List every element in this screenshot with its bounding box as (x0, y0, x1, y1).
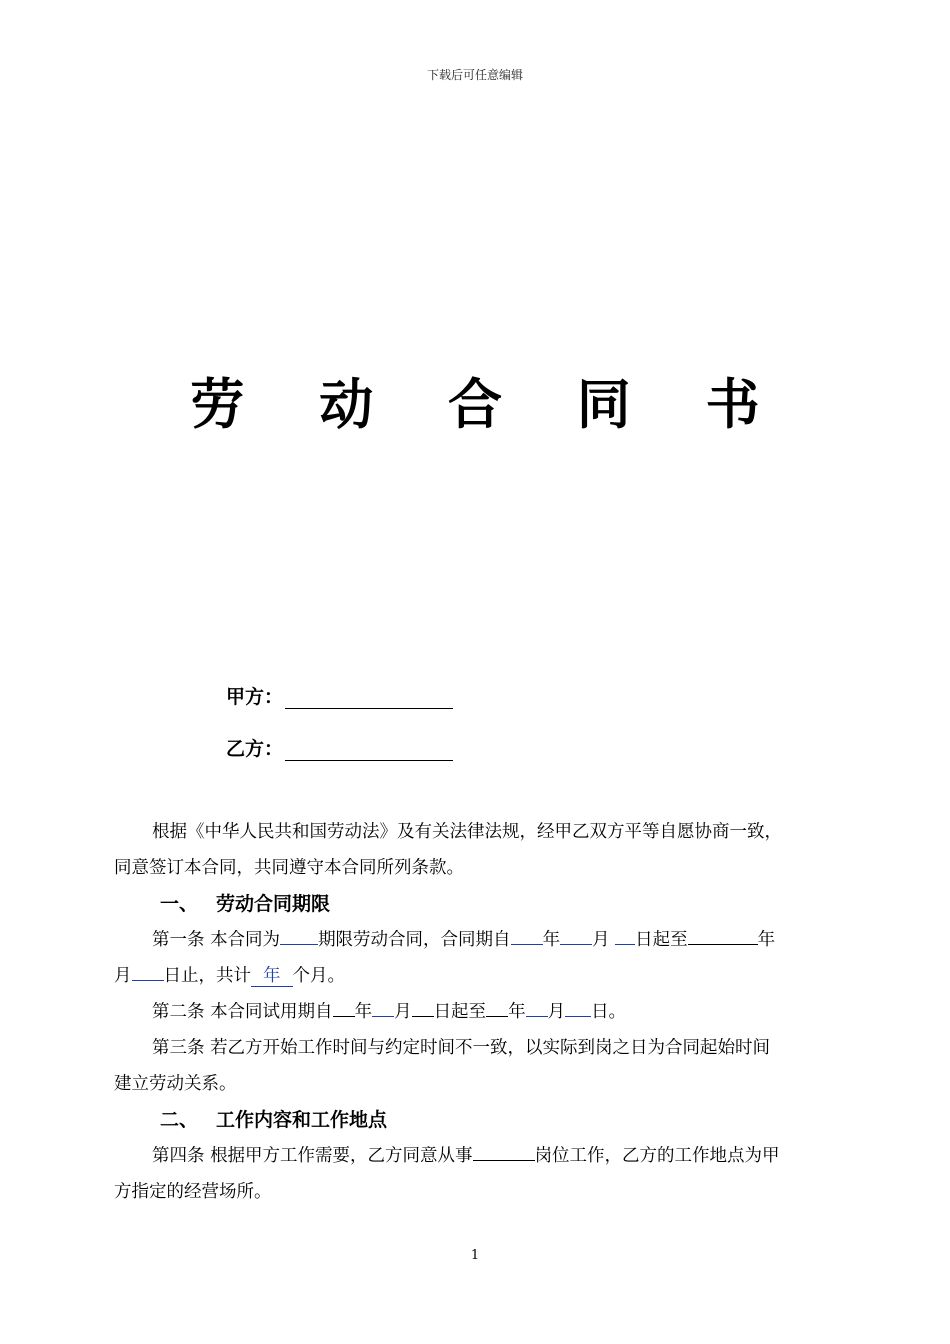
article-1-text: 月 (114, 966, 132, 986)
article-2-text: 日。 (591, 1002, 627, 1022)
article-4 (114, 1138, 844, 1174)
section-1-number: 一、 (160, 893, 199, 915)
party-a-label: 甲方： (226, 686, 284, 708)
article-3 (114, 1030, 844, 1066)
document-title: 劳 动 合 同 书 (190, 373, 788, 436)
position-blank[interactable] (473, 1140, 535, 1161)
article-1-cont (114, 958, 844, 994)
article-1-text: 第一条 本合同为 (152, 930, 281, 950)
article-1-text: 日止，共计 (163, 966, 251, 986)
probation-start-day-blank[interactable] (412, 996, 434, 1017)
article-4-cont (114, 1174, 844, 1210)
article-2-text: 月 (547, 1002, 566, 1022)
article-1-text: 月 (592, 930, 616, 950)
article-1-text: 年 (757, 930, 776, 950)
total-years-blank[interactable]: 年 (251, 966, 293, 987)
article-2-text: 年 (354, 1002, 373, 1022)
probation-start-year-blank[interactable] (333, 996, 355, 1017)
start-month-blank[interactable] (560, 924, 592, 945)
article-4-line-2: 方指定的经营场所。 (114, 1182, 272, 1202)
article-2 (114, 994, 844, 1030)
probation-end-year-blank[interactable] (486, 996, 508, 1017)
contract-type-blank[interactable] (280, 924, 318, 945)
article-1 (114, 922, 844, 958)
article-2-text: 月 (394, 1002, 412, 1022)
section-1-title: 劳动合同期限 (216, 893, 331, 915)
end-day-blank[interactable] (132, 960, 164, 981)
article-1-text: 期限劳动合同，合同期自 (318, 930, 511, 950)
article-3-line-1: 第三条 若乙方开始工作时间与约定时间不一致，以实际到岗之日为合同起始时间 (152, 1038, 771, 1058)
intro-paragraph (114, 814, 844, 850)
article-1-text: 年 (542, 930, 561, 950)
section-1-heading (114, 886, 844, 922)
article-4-text: 第四条 根据甲方工作需要，乙方同意从事 (152, 1146, 473, 1166)
page-number: 1 (470, 1248, 480, 1263)
party-b-label: 乙方： (226, 738, 284, 760)
header-note: 下载后可任意编辑 (426, 68, 523, 82)
end-year-blank[interactable] (688, 924, 758, 945)
article-2-text: 第二条 本合同试用期自 (152, 1002, 333, 1022)
intro-paragraph-cont (114, 850, 844, 886)
probation-end-day-blank[interactable] (565, 996, 591, 1017)
party-b-blank[interactable] (285, 742, 453, 761)
probation-end-month-blank[interactable] (526, 996, 548, 1017)
section-2-heading (114, 1102, 844, 1138)
start-day-blank[interactable] (615, 924, 635, 945)
article-3-line-2: 建立劳动关系。 (114, 1074, 237, 1094)
section-2-title: 工作内容和工作地点 (216, 1109, 388, 1131)
intro-line-2: 同意签订本合同，共同遵守本合同所列条款。 (114, 858, 464, 878)
article-1-text: 日起至 (635, 930, 688, 950)
party-b-row (226, 734, 453, 761)
article-2-text: 日起至 (433, 1002, 487, 1022)
start-year-blank[interactable] (511, 924, 543, 945)
intro-line-1: 根据《中华人民共和国劳动法》及有关法律法规，经甲乙双方平等自愿协商一致， (152, 822, 782, 842)
article-4-text: 岗位工作，乙方的工作地点为甲 (534, 1146, 780, 1166)
section-2-number: 二、 (160, 1109, 199, 1131)
party-a-blank[interactable] (285, 690, 453, 709)
article-3-cont (114, 1066, 844, 1102)
article-2-text: 年 (508, 1002, 526, 1022)
article-1-text: 个月。 (292, 966, 345, 986)
probation-start-month-blank[interactable] (372, 996, 394, 1017)
contract-body (114, 814, 844, 1210)
party-a-row (226, 682, 453, 709)
